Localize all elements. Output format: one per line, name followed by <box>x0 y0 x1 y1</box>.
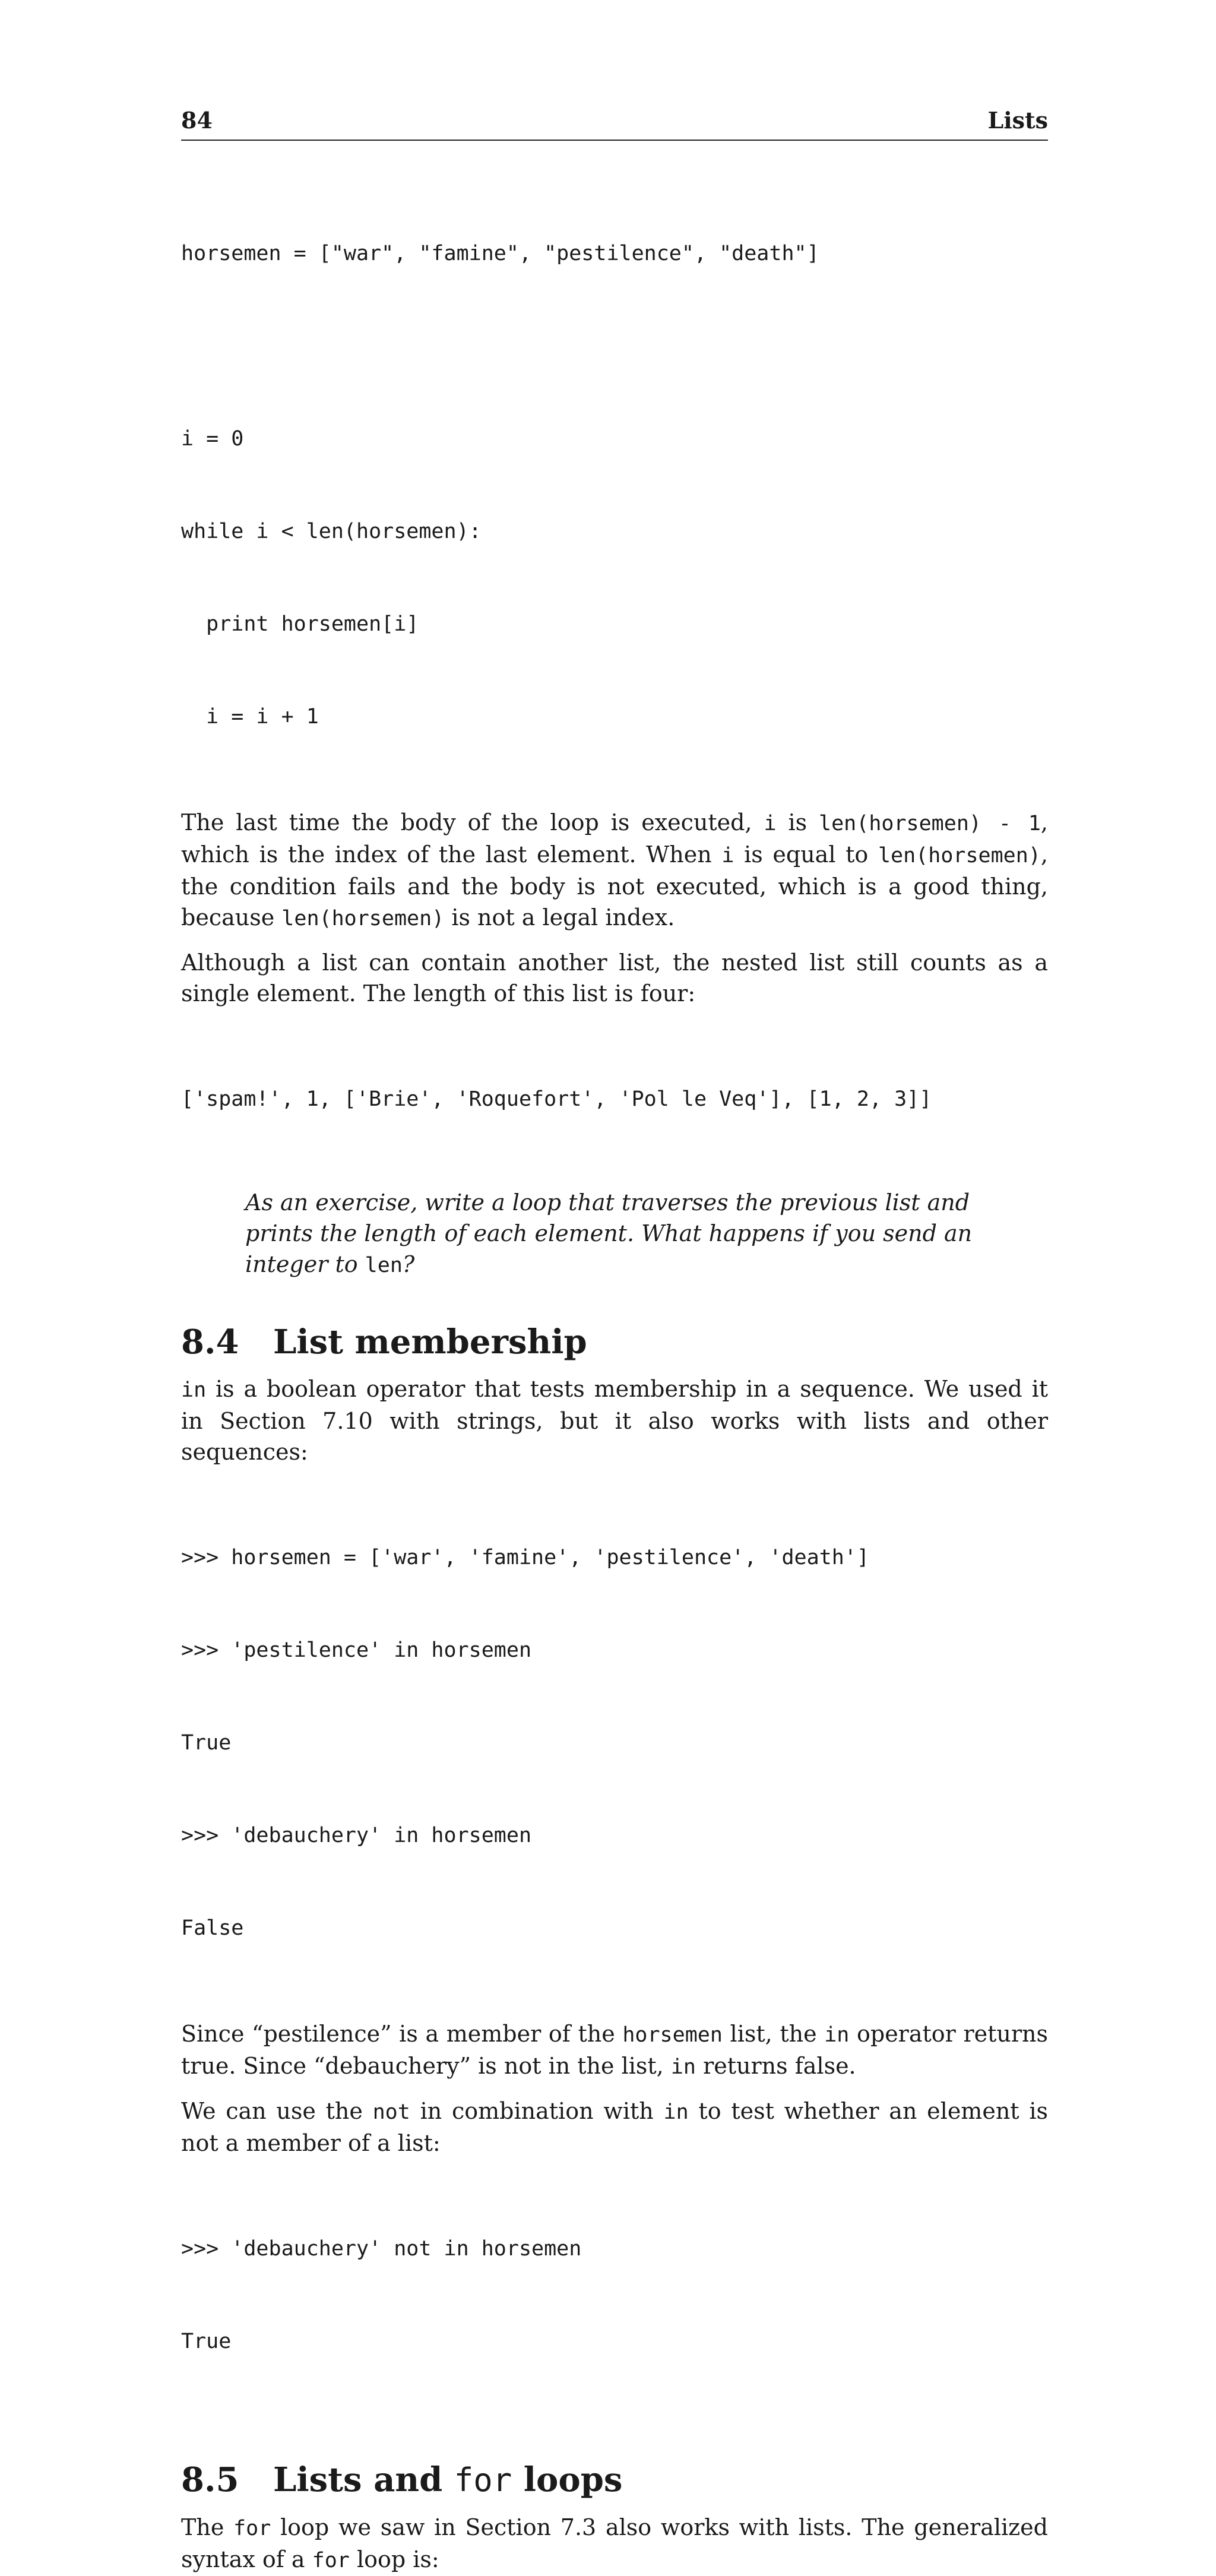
section-title-code: for <box>454 2461 512 2499</box>
paragraph-in-operator <box>181 1374 1048 1467</box>
paragraph-loop-index <box>181 807 1048 934</box>
text: We can use the <box>181 2098 373 2124</box>
inline-code: in <box>663 2100 689 2124</box>
code-line: ['spam!', 1, ['Brie', 'Roquefort', 'Pol le Veq'], [1, 2, 3]] <box>181 1087 932 1111</box>
section-title: Lists and <box>273 2460 454 2499</box>
exercise-text <box>245 1187 987 1281</box>
text: is <box>776 809 819 836</box>
text: to test whether an element is not a member of a list: <box>181 2098 1048 2156</box>
paragraph-membership-result <box>181 2018 1048 2083</box>
code-block-while-loop <box>181 176 1048 794</box>
code-block-not-in <box>181 2172 1048 2419</box>
text: Since “pestilence” is a member of the <box>181 2021 623 2047</box>
text: loop we saw in Section 7.3 also works with lists. The generalized syntax of a <box>181 2514 1048 2572</box>
code-line <box>181 331 1048 362</box>
inline-code: in <box>670 2055 696 2079</box>
chapter-title: Lists <box>987 107 1048 134</box>
code-line: >>> 'pestilence' in horsemen <box>181 1638 532 1662</box>
text: As an exercise, write a loop that traverses the previous list and prints the length of each element. What happens if you send an integer to <box>245 1189 973 1277</box>
inline-code: for <box>233 2517 271 2540</box>
text: , which is the index of the last element. When <box>181 809 1048 868</box>
text: list, the <box>722 2021 825 2047</box>
code-line: True <box>181 2330 232 2353</box>
section-title: loops <box>512 2460 623 2499</box>
code-line: False <box>181 1916 244 1940</box>
inline-code: len(horsemen) <box>281 907 445 931</box>
book-page <box>181 107 1048 2576</box>
text: is equal to <box>734 841 878 868</box>
code-line: >>> horsemen = ['war', 'famine', 'pestilence', 'death'] <box>181 1546 869 1569</box>
code-line: while i < len(horsemen): <box>181 520 482 543</box>
inline-code: in <box>824 2023 850 2047</box>
inline-code: i <box>721 844 734 868</box>
text: is a boolean operator that tests membership in a sequence. We used it in Section 7.10 with strings, but it also works with lists and other sequences: <box>181 1376 1048 1465</box>
inline-code: for <box>312 2549 350 2572</box>
text: The <box>181 2514 234 2540</box>
text: ? <box>402 1251 415 1277</box>
paragraph-for-loop <box>181 2512 1048 2576</box>
section-number: 8.4 <box>181 1322 239 1362</box>
paragraph-nested-list: Although a list can contain another list, the nested list still counts as a single element. The length of this list is four: <box>181 950 1048 1007</box>
code-block-membership <box>181 1480 1048 2005</box>
inline-code: len <box>365 1254 403 1277</box>
text: loop is: <box>349 2546 439 2572</box>
text: The last time the body of the loop is executed, <box>181 809 764 836</box>
section-heading-8-4 <box>181 1321 1048 1363</box>
code-line: print horsemen[i] <box>181 612 419 636</box>
text: in combination with <box>410 2098 664 2124</box>
inline-code: len(horsemen) <box>878 844 1041 868</box>
code-block-nested-list <box>181 1022 1048 1176</box>
inline-code: len(horsemen) - 1 <box>819 812 1041 836</box>
code-line: >>> 'debauchery' not in horsemen <box>181 2237 582 2261</box>
inline-code: i <box>764 812 777 836</box>
code-line: i = i + 1 <box>181 705 319 729</box>
section-title: List membership <box>273 1322 587 1362</box>
text: operator returns true. Since “debauchery” is not in the list, <box>181 2021 1048 2079</box>
text: returns false. <box>696 2053 856 2079</box>
code-line: >>> 'debauchery' in horsemen <box>181 1824 532 1847</box>
inline-code: in <box>181 1378 207 1402</box>
inline-code: horsemen <box>622 2023 723 2047</box>
running-head <box>181 107 1048 141</box>
section-number: 8.5 <box>181 2460 239 2499</box>
text: , the condition fails and the body is not executed, which is a good thing, because <box>181 841 1048 931</box>
code-line: i = 0 <box>181 427 244 451</box>
page-number: 84 <box>181 107 213 134</box>
code-line: horsemen = ["war", "famine", "pestilence", "death"] <box>181 242 819 265</box>
text: is not a legal index. <box>444 904 675 931</box>
code-line: True <box>181 1731 232 1755</box>
section-heading-8-5 <box>181 2459 1048 2501</box>
inline-code: not <box>372 2100 410 2124</box>
paragraph-not-in <box>181 2096 1048 2159</box>
